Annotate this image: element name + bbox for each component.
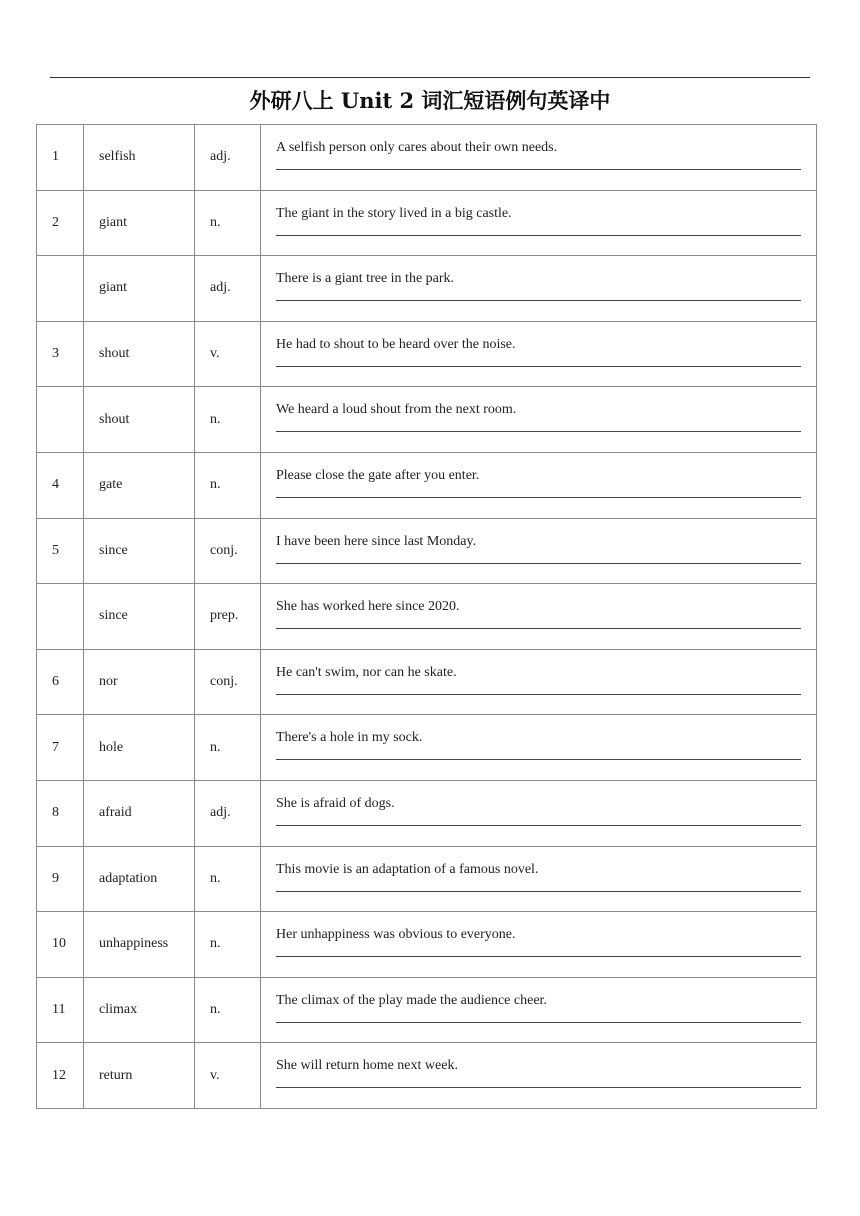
table-row: [37, 649, 817, 715]
table-row: [37, 518, 817, 584]
example-sentence: She is afraid of dogs.: [276, 795, 395, 811]
translation-answer-line[interactable]: [276, 1087, 801, 1088]
vocab-word: hole: [84, 715, 195, 781]
row-number: 11: [37, 977, 84, 1043]
vocab-word: adaptation: [84, 846, 195, 912]
translation-answer-line[interactable]: [276, 759, 801, 760]
table-row: [37, 584, 817, 650]
example-cell: [261, 584, 817, 650]
translation-answer-line[interactable]: [276, 300, 801, 301]
example-sentence: There is a giant tree in the park.: [276, 271, 455, 287]
example-cell: [261, 256, 817, 322]
vocab-word: selfish: [84, 125, 195, 191]
row-number: 7: [37, 715, 84, 781]
part-of-speech: n.: [195, 715, 261, 781]
example-sentence: I have been here since last Monday.: [276, 533, 477, 549]
example-cell: [261, 518, 817, 584]
table-row: [37, 912, 817, 978]
row-number: 2: [37, 190, 84, 256]
vocabulary-table: [36, 124, 817, 1109]
example-cell: [261, 715, 817, 781]
table-row: [37, 452, 817, 518]
part-of-speech: n.: [195, 190, 261, 256]
translation-answer-line[interactable]: [276, 431, 801, 432]
part-of-speech: n.: [195, 977, 261, 1043]
example-cell: [261, 387, 817, 453]
example-sentence: She has worked here since 2020.: [276, 599, 460, 615]
table-row: [37, 125, 817, 191]
table-row: [37, 780, 817, 846]
row-number: 8: [37, 780, 84, 846]
translation-answer-line[interactable]: [276, 628, 801, 629]
header-rule: [50, 77, 810, 78]
table-row: [37, 1043, 817, 1109]
vocab-word: giant: [84, 256, 195, 322]
vocab-word: unhappiness: [84, 912, 195, 978]
translation-answer-line[interactable]: [276, 497, 801, 498]
part-of-speech: v.: [195, 1043, 261, 1109]
table-row: [37, 977, 817, 1043]
row-number: [37, 256, 84, 322]
example-cell: [261, 1043, 817, 1109]
example-sentence: We heard a loud shout from the next room.: [276, 402, 517, 418]
translation-answer-line[interactable]: [276, 891, 801, 892]
table-row: [37, 256, 817, 322]
vocab-word: shout: [84, 387, 195, 453]
translation-answer-line[interactable]: [276, 235, 801, 236]
table-row: [37, 715, 817, 781]
translation-answer-line[interactable]: [276, 366, 801, 367]
vocab-word: giant: [84, 190, 195, 256]
example-cell: [261, 912, 817, 978]
part-of-speech: n.: [195, 387, 261, 453]
example-cell: [261, 321, 817, 387]
part-of-speech: n.: [195, 846, 261, 912]
part-of-speech: prep.: [195, 584, 261, 650]
table-row: [37, 190, 817, 256]
vocab-word: return: [84, 1043, 195, 1109]
example-cell: [261, 125, 817, 191]
vocab-word: nor: [84, 649, 195, 715]
example-sentence: Her unhappiness was obvious to everyone.: [276, 927, 516, 943]
table-row: [37, 321, 817, 387]
example-cell: [261, 649, 817, 715]
row-number: 12: [37, 1043, 84, 1109]
translation-answer-line[interactable]: [276, 694, 801, 695]
row-number: 6: [37, 649, 84, 715]
page-title: 外研八上 Unit 2 词汇短语例句英译中: [249, 88, 611, 113]
row-number: 4: [37, 452, 84, 518]
example-cell: [261, 846, 817, 912]
vocab-word: afraid: [84, 780, 195, 846]
vocab-word: since: [84, 584, 195, 650]
table-row: [37, 846, 817, 912]
example-sentence: Please close the gate after you enter.: [276, 467, 480, 483]
vocab-word: climax: [84, 977, 195, 1043]
example-sentence: There's a hole in my sock.: [276, 730, 423, 746]
vocab-word: shout: [84, 321, 195, 387]
part-of-speech: v.: [195, 321, 261, 387]
row-number: 3: [37, 321, 84, 387]
part-of-speech: n.: [195, 912, 261, 978]
translation-answer-line[interactable]: [276, 956, 801, 957]
example-cell: [261, 977, 817, 1043]
example-sentence: This movie is an adaptation of a famous novel.: [276, 861, 539, 877]
row-number: [37, 584, 84, 650]
vocab-word: gate: [84, 452, 195, 518]
row-number: 1: [37, 125, 84, 191]
part-of-speech: conj.: [195, 649, 261, 715]
part-of-speech: n.: [195, 452, 261, 518]
translation-answer-line[interactable]: [276, 825, 801, 826]
example-sentence: He had to shout to be heard over the noise.: [276, 336, 516, 352]
row-number: 10: [37, 912, 84, 978]
translation-answer-line[interactable]: [276, 169, 801, 170]
row-number: [37, 387, 84, 453]
part-of-speech: adj.: [195, 780, 261, 846]
row-number: 9: [37, 846, 84, 912]
example-sentence: He can't swim, nor can he skate.: [276, 664, 457, 680]
example-cell: [261, 190, 817, 256]
part-of-speech: conj.: [195, 518, 261, 584]
vocabulary-table-body: [37, 125, 817, 1109]
example-sentence: A selfish person only cares about their own needs.: [276, 140, 558, 155]
vocab-word: since: [84, 518, 195, 584]
table-row: [37, 387, 817, 453]
translation-answer-line[interactable]: [276, 563, 801, 564]
example-cell: [261, 452, 817, 518]
row-number: 5: [37, 518, 84, 584]
translation-answer-line[interactable]: [276, 1022, 801, 1023]
example-sentence: She will return home next week.: [276, 1058, 458, 1074]
part-of-speech: adj.: [195, 125, 261, 191]
part-of-speech: adj.: [195, 256, 261, 322]
example-sentence: The climax of the play made the audience cheer.: [276, 992, 547, 1008]
example-cell: [261, 780, 817, 846]
example-sentence: The giant in the story lived in a big castle.: [276, 205, 512, 221]
